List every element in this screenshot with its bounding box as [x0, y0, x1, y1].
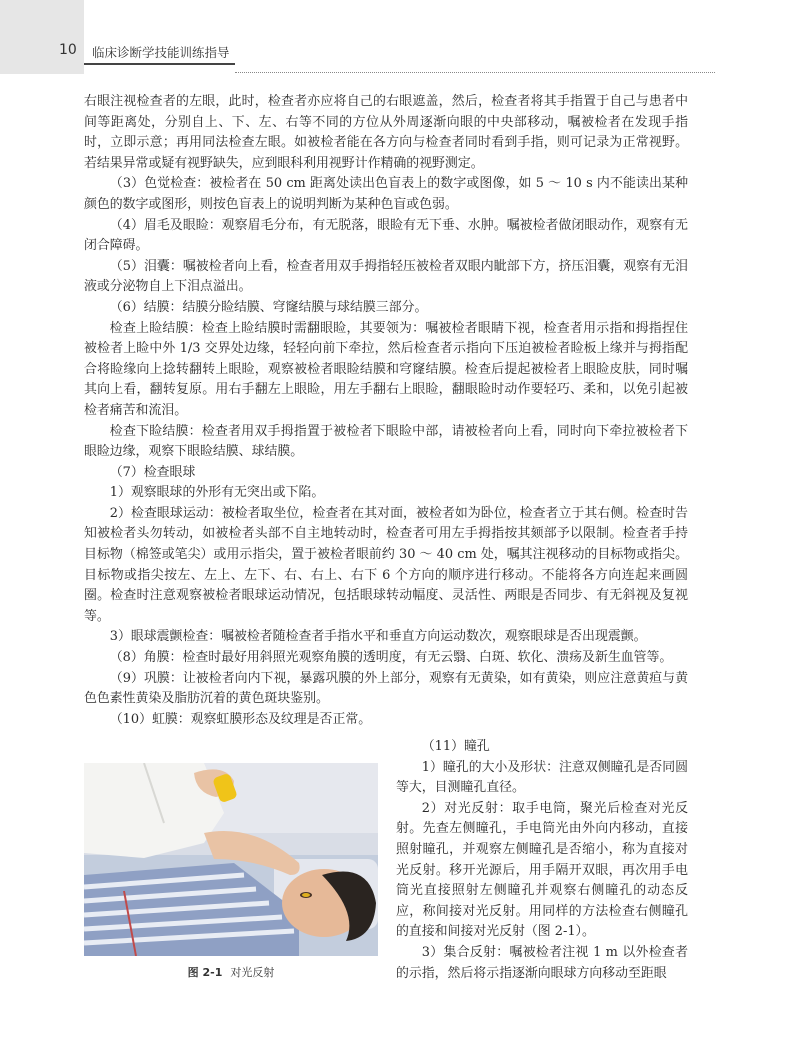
side-column-text	[396, 737, 688, 984]
figure-caption-text: 对光反射	[230, 966, 275, 979]
paragraph: 2）检查眼球运动：被检者取坐位，检查者在其对面，被检者如为卧位，检查者立于其右侧。检查时告知被检者头勿转动，如被检者头部不自主地转动时，检查者可用左手拇指按其颏部予以限制。检查者手持目标物（棉签或笔尖）或用示指尖，置于被检者眼前约 30 ～ 40 cm 处，嘱其注视移动的目标物或指尖。目标物或指尖按左、左上、左下、右、右上、右下 6 个方向的顺序进行移动。不能将各方向连起来画圆圈。检查时注意观察被检者眼球运动情况，包括眼球转动幅度、灵活性、两眼是否同步、有无斜视及复视等。	[84, 505, 688, 624]
paragraph: 检查上睑结膜：检查上睑结膜时需翻眼睑，其要领为：嘱被检者眼睛下视，检查者用示指和拇指捏住被检者上睑中外 1/3 交界处边缘，轻轻向前下牵拉，然后检查者示指向下压迫被检者睑板上缘并与拇指配合将睑缘向上捻转翻转上眼睑，观察被检者眼睑结膜和穹窿结膜。检查后提起被检者上眼睑皮肤，同时嘱其向上看，翻转复原。用右手翻左上眼睑，用左手翻右上眼睑，翻眼睑时动作要轻巧、柔和，以免引起被检者痛苦和流泪。	[84, 320, 688, 418]
paragraph: （11）瞳孔	[421, 739, 490, 754]
paragraph: 3）眼球震颤检查：嘱被检者随检查者手指水平和垂直方向运动数次，观察眼球是否出现震颤。	[109, 629, 647, 645]
paragraph: 右眼注视检查者的左眼，此时，检查者亦应将自己的右眼遮盖，然后，检查者将其手指置于自己与患者中间等距离处，分别自上、下、左、右等不同的方位从外周逐渐向眼的中央部移动，嘱被检者在发现手指时，立即示意；再用同法检查左眼。如被检者能在各方向与检查者同时看到手指，则可记录为正常视野。若结果异常或疑有视野缺失，应到眼科利用视野计作精确的视野测定。	[84, 94, 688, 171]
page-header	[0, 40, 790, 66]
figure-caption	[84, 964, 378, 980]
paragraph: （6）结膜：结膜分睑结膜、穹窿结膜与球结膜三部分。	[109, 299, 428, 315]
paragraph: （9）巩膜：让被检者向内下视，暴露巩膜的外上部分，观察有无黄染，如有黄染，则应注意黄疸与黄色色素性黄染及脂肪沉着的黄色斑块鉴别。	[84, 670, 688, 707]
header-rule	[84, 63, 235, 65]
figure-photo	[84, 763, 378, 956]
running-title: 临床诊断学技能训练指导	[92, 45, 230, 60]
paragraph: （3）色觉检查：被检者在 50 cm 距离处读出色盲表上的数字或图像，如 5 ～ 10 s 内不能读出某种颜色的数字或图形，则按色盲表上的说明判断为某种色盲或色弱。	[84, 176, 688, 212]
figure-number: 图 2-1	[187, 966, 223, 979]
page-number: 10	[59, 42, 77, 58]
paragraph: （4）眉毛及眼睑：观察眉毛分布，有无脱落，眼睑有无下垂、水肿。嘱被检者做闭眼动作，观察有无闭合障碍。	[84, 217, 688, 254]
paragraph: （10）虹膜：观察虹膜形态及纹理是否正常。	[109, 711, 372, 727]
paragraph: 3）集合反射：嘱被检者注视 1 m 以外检查者的示指，然后将示指逐渐向眼球方向移动至距眼	[396, 944, 688, 981]
paragraph: 1）观察眼球的外形有无突出或下陷。	[109, 485, 325, 501]
body-text	[84, 92, 688, 730]
paragraph: 检查下睑结膜：检查者用双手拇指置于被检者下眼睑中部，请被检者向上看，同时向下牵拉被检者下眼睑边缘，观察下眼睑结膜、球结膜。	[84, 423, 688, 460]
paragraph: （7）检查眼球	[109, 464, 196, 480]
paragraph: （5）泪囊：嘱被检者向上看，检查者用双手拇指轻压被检者双眼内眦部下方，挤压泪囊，观察有无泪液或分泌物自上下泪点溢出。	[84, 258, 688, 295]
header-dotted-rule	[235, 72, 715, 73]
paragraph: （8）角膜：检查时最好用斜照光观察角膜的透明度，有无云翳、白斑、软化、溃疡及新生血管等。	[109, 650, 673, 666]
paragraph: 1）瞳孔的大小及形状：注意双侧瞳孔是否同圆等大，目测瞳孔直径。	[396, 759, 688, 796]
light-reflex-photo	[84, 763, 378, 956]
paragraph: 2）对光反射：取手电筒，聚光后检查对光反射。先查左侧瞳孔，手电筒光由外向内移动，直接照射瞳孔，并观察左侧瞳孔是否缩小，称为直接对光反射。移开光源后，用手隔开双眼，再次用手电筒光直接照射左侧瞳孔并观察右侧瞳孔的动态反应，称间接对光反射。用同样的方法检查右侧瞳孔的直接和间接对光反射（图 2-1）。	[396, 800, 688, 940]
